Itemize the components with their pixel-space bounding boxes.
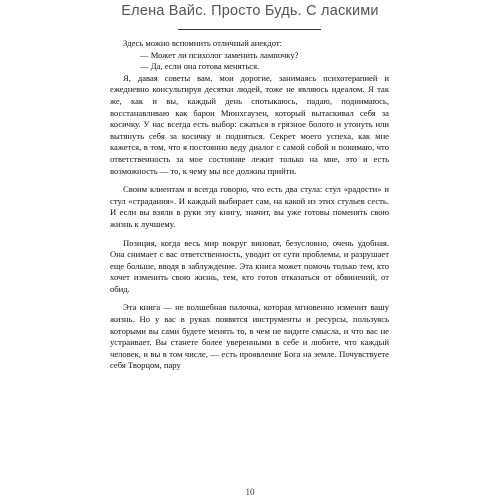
body-text [110,38,389,372]
header-rule [178,29,321,30]
page-number: 10 [245,487,255,497]
paragraph: Своим клиентам я всегда говорю, что есть два стула: стул «радости» и стул «страдания». И каждый выбирает сам, на какой из этих стульев сесть. И если вы взяли в руки эту книгу, значит, вы уже готовы поменять свою жизнь к лучшему. [110,184,389,229]
anecdote [110,38,389,73]
anecdote-question: — Может ли психолог заменить лампочку? [140,49,299,60]
anecdote-intro: Здесь можно вспомнить отличный анекдот: [123,38,283,48]
paragraph: Я, давая советы вам, мои дорогие, занимаясь психотерапией и ежедневно консультируя десятки людей, тоже не являюсь идеалом. Я так же, как и вы, каждый день спотыкаюсь, падаю, поднимаюсь, восстанавливаю как барон Мюнхгаузен, который вытаскивал себя за косичку. У нас всегда есть выбор: сжаться в грязное болото и утонуть или вытянуть себя за косичку и подняться. Секрет моего успеха, как мне кажется, в том, что я постоянно веду диалог с самой собой и понимаю, что ответственность за мое состояние лежит только на мне, это и есть возможность — то, к чему мы все должны прийти. [110,72,389,176]
running-head: Елена Вайс. Просто Будь. С ласкими [121,3,379,19]
paragraph: Позиция, когда весь мир вокруг виноват, безусловно, очень удобная. Она снимает с вас ответственность, уводит от сути проблемы, и разрушает еще больше, вводя в заблуждение. Эта книга может помочь только тем, кто хочет изменить свою жизнь, тем, кто готов отказаться от обвинений, от обид. [110,237,389,294]
paragraph: Эта книга — не волшебная палочка, которая мгновенно изменит вашу жизнь. Но у вас в руках появятся инструменты и ресурсы, пользуясь которыми вы сами будете менять то, в чем не видите смысла, и что вас не устраивает. Вы станете более уверенными в себе и любите, что каждый человек, и вы в том числе, — есть проявление Бога на земле. Почувствуете себя Творцом, пару [110,302,389,371]
anecdote-answer: — Да, если она готова меняться. [140,61,260,72]
